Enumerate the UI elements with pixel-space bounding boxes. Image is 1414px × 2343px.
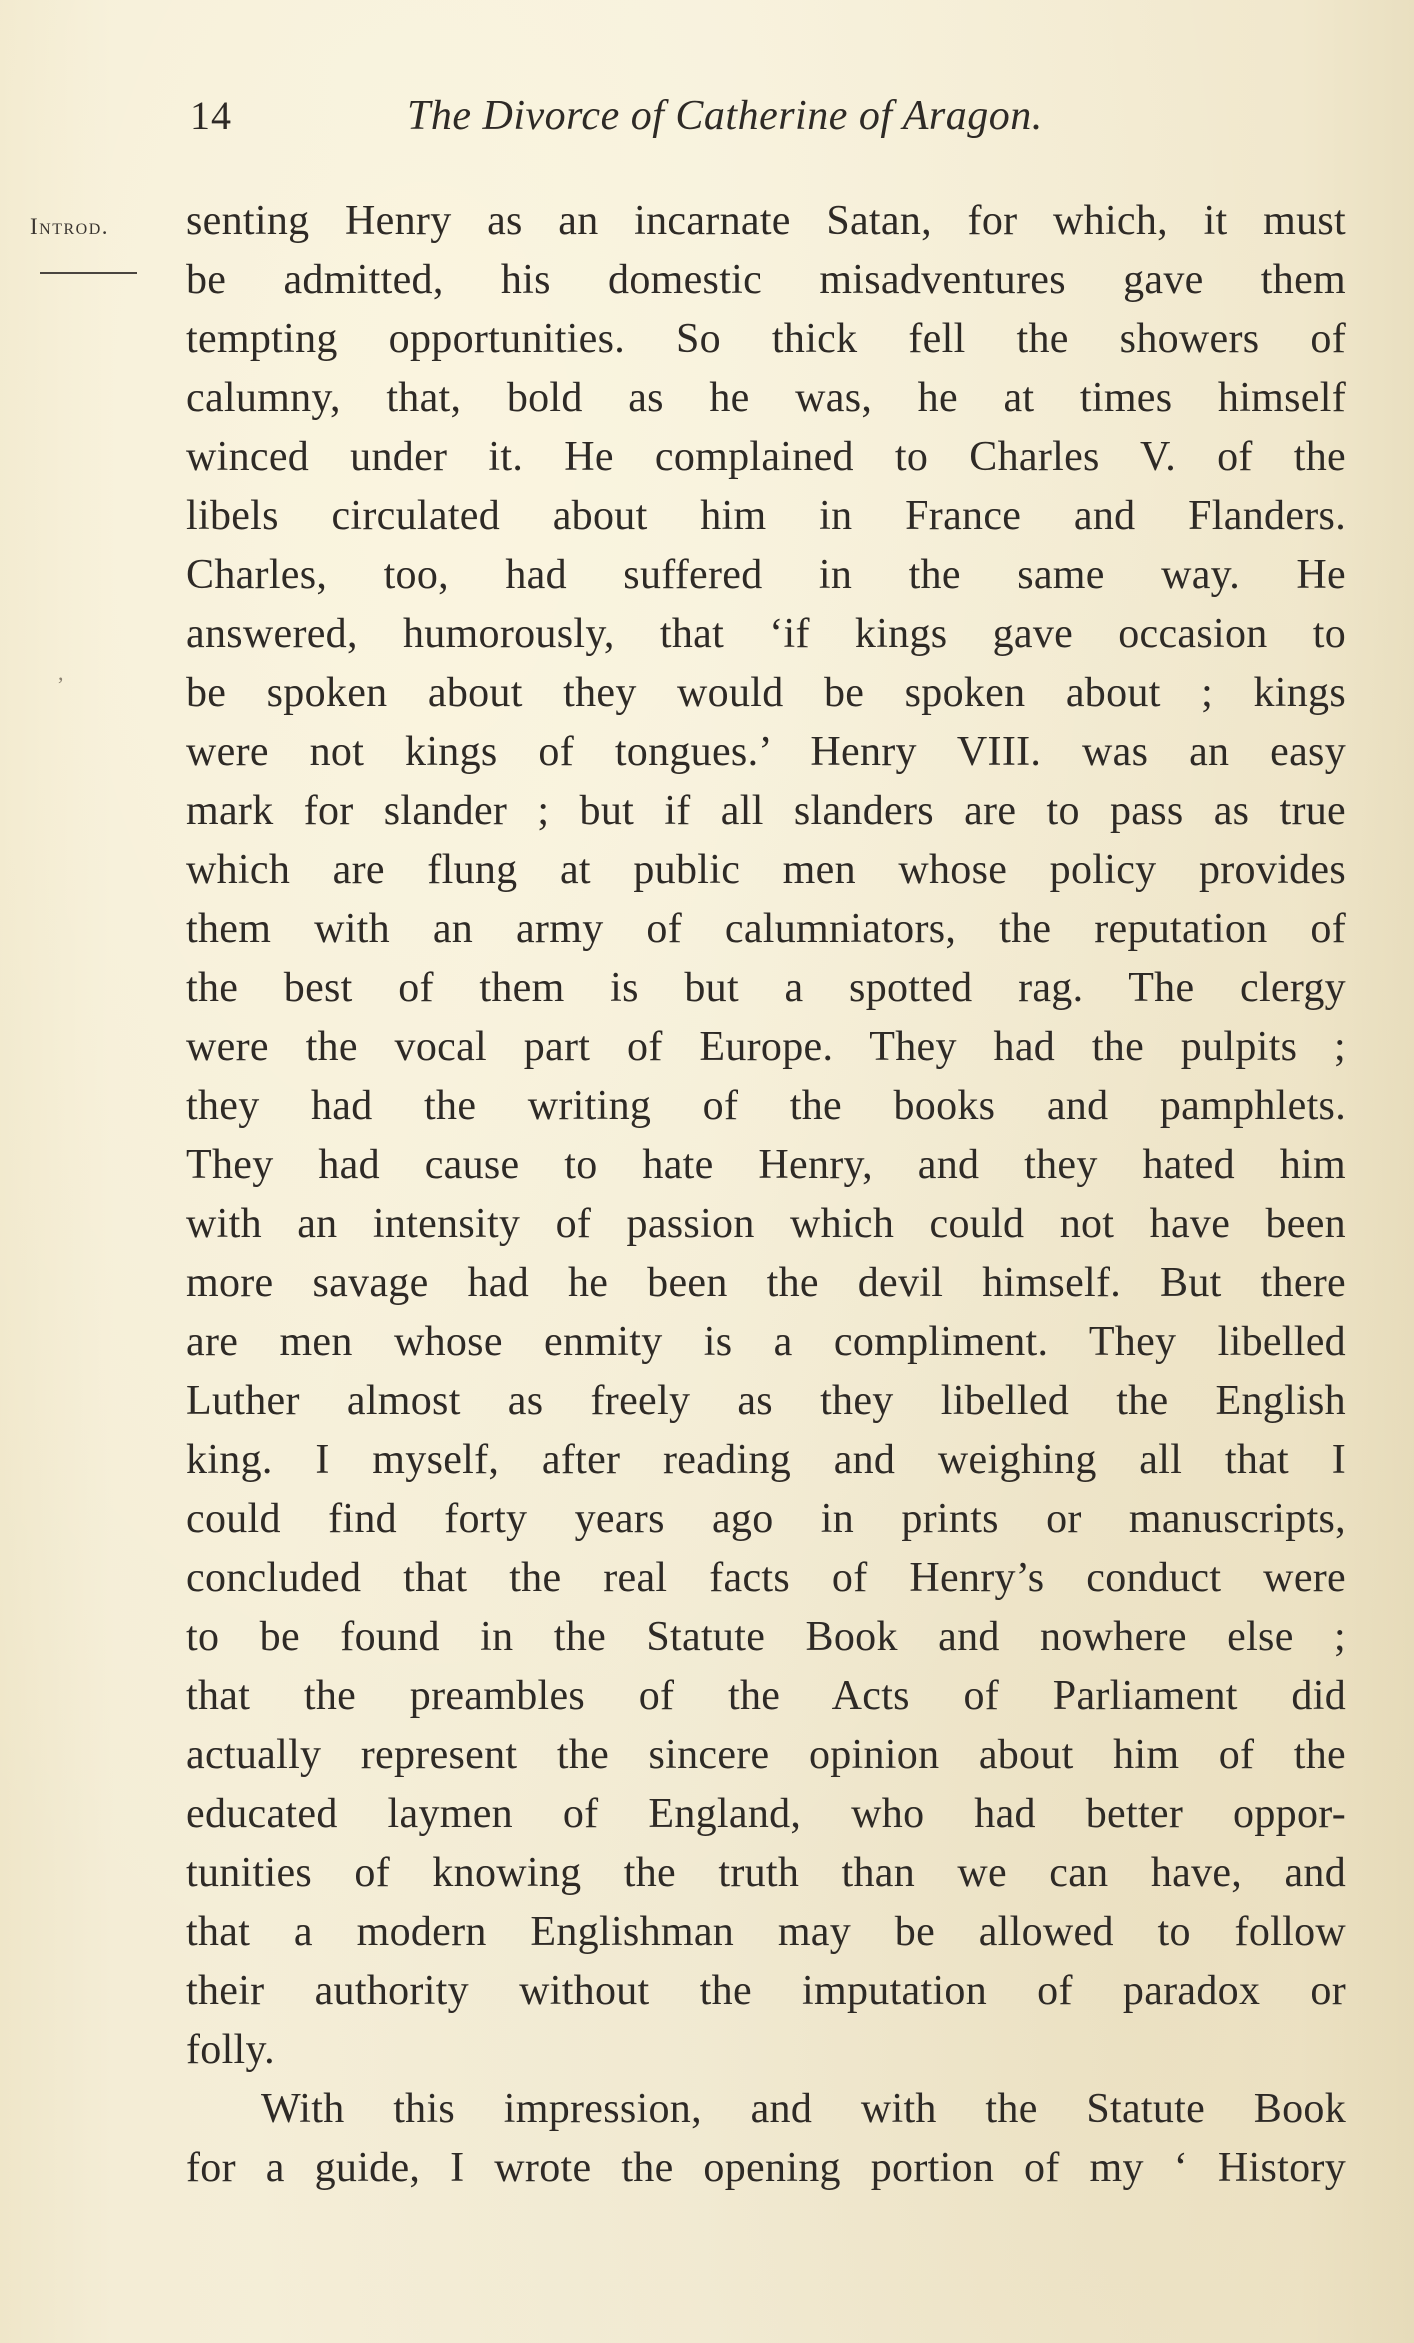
text-line: that the preambles of the Acts of Parliament did xyxy=(186,1673,1346,1719)
text-line: are men whose enmity is a compliment. They libelled xyxy=(186,1319,1346,1365)
text-line: They had cause to hate Henry, and they hated him xyxy=(186,1142,1346,1188)
text-line: could find forty years ago in prints or manuscripts, xyxy=(186,1496,1346,1542)
text-line: for a guide, I wrote the opening portion of my ‘ History xyxy=(186,2145,1346,2191)
text-line: they had the writing of the books and pamphlets. xyxy=(186,1083,1346,1129)
text-line: concluded that the real facts of Henry’s conduct were xyxy=(186,1555,1346,1601)
text-line: be admitted, his domestic misadventures gave them xyxy=(186,257,1346,303)
text-line: with an intensity of passion which could not have been xyxy=(186,1201,1346,1247)
text-line: educated laymen of England, who had better oppor- xyxy=(186,1791,1346,1837)
text-line: to be found in the Statute Book and nowhere else ; xyxy=(186,1614,1346,1660)
text-line: be spoken about they would be spoken about ; kings xyxy=(186,670,1346,716)
text-line: folly. xyxy=(186,2027,275,2073)
text-line: the best of them is but a spotted rag. The clergy xyxy=(186,965,1346,1011)
paragraph-start-line: With this impression, and with the Statute Book xyxy=(261,2086,1346,2132)
text-line: tunities of knowing the truth than we can have, and xyxy=(186,1850,1346,1896)
text-line: them with an army of calumniators, the reputation of xyxy=(186,906,1346,952)
text-line: calumny, that, bold as he was, he at times himself xyxy=(186,375,1346,421)
text-line: that a modern Englishman may be allowed to follow xyxy=(186,1909,1346,1955)
margin-rule xyxy=(40,272,137,274)
text-line: king. I myself, after reading and weighing all that I xyxy=(186,1437,1346,1483)
text-line: tempting opportunities. So thick fell the showers of xyxy=(186,316,1346,362)
text-line: were not kings of tongues.’ Henry VIII. was an easy xyxy=(186,729,1346,775)
text-line: winced under it. He complained to Charles V. of the xyxy=(186,434,1346,480)
running-title: The Divorce of Catherine of Aragon. xyxy=(407,93,1043,139)
text-line: senting Henry as an incarnate Satan, for which, it must xyxy=(186,198,1346,244)
margin-note: Introd. xyxy=(30,214,110,239)
text-line: libels circulated about him in France and Flanders. xyxy=(186,493,1346,539)
page-number: 14 xyxy=(190,93,232,138)
text-line: Luther almost as freely as they libelled the English xyxy=(186,1378,1346,1424)
text-line: more savage had he been the devil himself. But there xyxy=(186,1260,1346,1306)
text-line: Charles, too, had suffered in the same way. He xyxy=(186,552,1346,598)
body-text xyxy=(186,192,1346,2198)
text-line: answered, humorously, that ‘if kings gave occasion to xyxy=(186,611,1346,657)
text-line: actually represent the sincere opinion about him of the xyxy=(186,1732,1346,1778)
text-line: were the vocal part of Europe. They had the pulpits ; xyxy=(186,1024,1346,1070)
page-header xyxy=(0,92,1414,152)
text-line: mark for slander ; but if all slanders are to pass as true xyxy=(186,788,1346,834)
text-line: which are flung at public men whose policy provides xyxy=(186,847,1346,893)
paper-speck: , xyxy=(58,660,64,685)
text-line: their authority without the imputation of paradox or xyxy=(186,1968,1346,2014)
